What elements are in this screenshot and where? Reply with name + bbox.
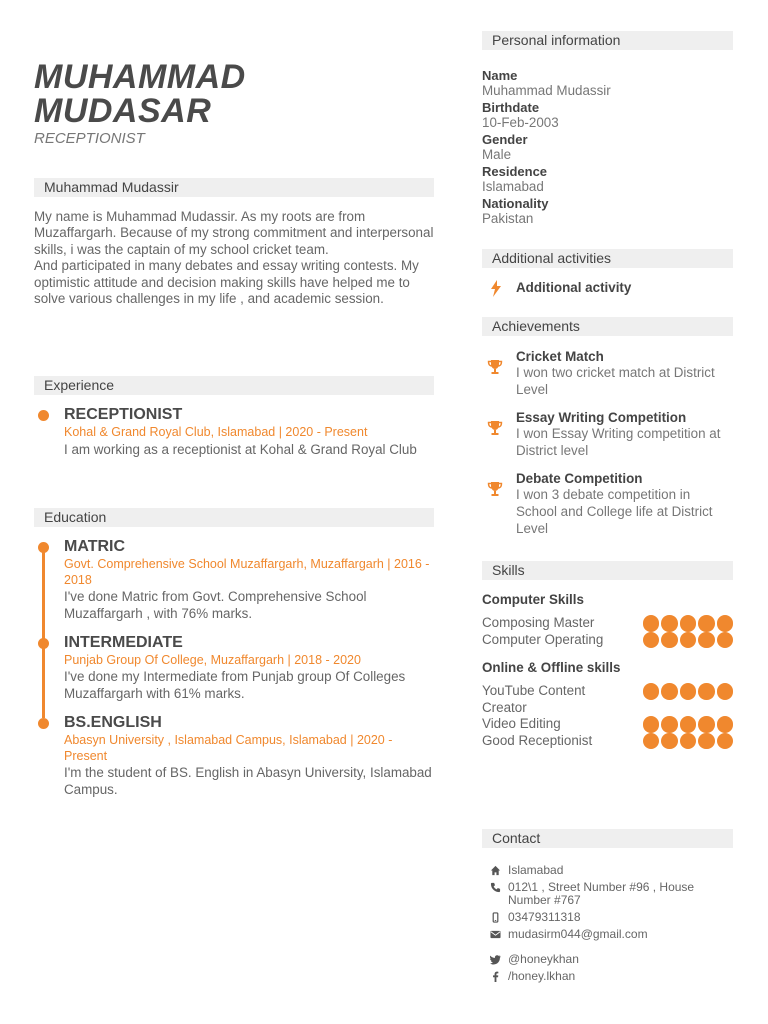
education-entry bbox=[34, 634, 434, 702]
skills-list bbox=[482, 592, 733, 749]
contact-heading: Contact bbox=[482, 829, 733, 848]
education-entry bbox=[34, 714, 434, 798]
rating-dot bbox=[717, 632, 734, 649]
bolt-icon bbox=[490, 280, 502, 297]
skill-rating bbox=[643, 615, 734, 632]
contact-address-street bbox=[482, 881, 733, 907]
rating-dot bbox=[643, 615, 660, 632]
skill-row bbox=[482, 615, 733, 632]
rating-dot bbox=[698, 683, 715, 700]
contact-mobile bbox=[482, 911, 733, 924]
activity-label: Additional activity bbox=[516, 280, 632, 295]
education-title: INTERMEDIATE bbox=[64, 634, 183, 652]
rating-dot bbox=[680, 615, 697, 632]
rating-dot bbox=[680, 683, 697, 700]
skills-heading: Skills bbox=[482, 561, 733, 580]
activities-section bbox=[482, 249, 733, 295]
experience-org: Kohal & Grand Royal Club, Islamabad | 2020 - Present bbox=[64, 425, 368, 439]
education-desc: I'm the student of BS. English in Abasyn University, Islamabad Campus. bbox=[64, 765, 432, 797]
profile-heading: Muhammad Mudassir bbox=[34, 178, 434, 197]
mobile-icon bbox=[490, 912, 501, 923]
personal-section bbox=[482, 31, 733, 226]
field-value: Muhammad Mudassir bbox=[482, 83, 611, 98]
contact-text: Islamabad bbox=[508, 863, 564, 877]
rating-dot bbox=[680, 632, 697, 649]
field-value: 10-Feb-2003 bbox=[482, 115, 559, 130]
personal-field bbox=[482, 132, 733, 162]
skill-name: Video Editing bbox=[482, 716, 561, 731]
rating-dot bbox=[661, 615, 678, 632]
education-school: Govt. Comprehensive School Muzaffargarh, Muzaffargarh | 2016 - 2018 bbox=[64, 557, 430, 587]
achievement-desc: I won two cricket match at District Level bbox=[516, 365, 715, 397]
education-title: MATRIC bbox=[64, 538, 126, 555]
phone-icon bbox=[490, 882, 501, 893]
skill-rating bbox=[643, 632, 734, 649]
field-label: Name bbox=[482, 68, 518, 83]
rating-dot bbox=[717, 615, 734, 632]
last-name: MUDASAR bbox=[34, 92, 212, 130]
achievement-title: Cricket Match bbox=[516, 349, 604, 364]
contact-twitter bbox=[482, 953, 733, 966]
field-label: Gender bbox=[482, 132, 528, 147]
profile-summary: My name is Muhammad Mudassir. As my roots are from Muzaffargarh. Because of my strong commitment and interpersonal skills, i was the captain of my school cricket team. And participated in many debates and essay writing contests. My optimistic attitude and decision making skills have helped me to solve various challenges in my life , and academic session. bbox=[34, 209, 434, 307]
rating-dot bbox=[717, 733, 734, 750]
timeline-dot bbox=[38, 542, 49, 553]
trophy-icon bbox=[487, 481, 503, 497]
name-block bbox=[34, 60, 246, 147]
rating-dot bbox=[661, 683, 678, 700]
education-desc: I've done my Intermediate from Punjab group Of Colleges Muzaffargarh with 61% marks. bbox=[64, 669, 406, 701]
skill-name: Composing Master bbox=[482, 615, 595, 630]
personal-field bbox=[482, 68, 733, 98]
achievement-item bbox=[482, 471, 733, 537]
personal-field bbox=[482, 164, 733, 194]
skill-group-title: Computer Skills bbox=[482, 592, 584, 607]
contact-text[interactable]: @honeykhan bbox=[508, 952, 579, 966]
skill-row bbox=[482, 733, 733, 750]
achievements-heading: Achievements bbox=[482, 317, 733, 336]
contact-list bbox=[482, 864, 733, 983]
field-value: Male bbox=[482, 147, 512, 162]
achievements-list bbox=[482, 349, 733, 537]
timeline-dot bbox=[38, 638, 49, 649]
rating-dot bbox=[680, 716, 697, 733]
skill-rating bbox=[643, 683, 734, 700]
profile-section bbox=[34, 178, 434, 307]
rating-dot bbox=[698, 615, 715, 632]
rating-dot bbox=[661, 632, 678, 649]
contact-text[interactable]: mudasirm044@gmail.com bbox=[508, 927, 648, 941]
skill-name: Good Receptionist bbox=[482, 732, 593, 748]
education-school: Punjab Group Of College, Muzaffargarh | 2018 - 2020 bbox=[64, 653, 361, 668]
education-entry bbox=[34, 538, 434, 622]
experience-section bbox=[34, 376, 434, 459]
field-value: Pakistan bbox=[482, 211, 534, 226]
timeline-dot bbox=[38, 718, 49, 729]
education-heading: Education bbox=[34, 508, 434, 527]
achievement-item bbox=[482, 410, 733, 459]
field-label: Residence bbox=[482, 164, 548, 179]
skills-section bbox=[482, 561, 733, 749]
experience-heading: Experience bbox=[34, 376, 434, 395]
contact-text[interactable]: 03479311318 bbox=[508, 910, 581, 924]
rating-dot bbox=[698, 716, 715, 733]
rating-dot bbox=[698, 733, 715, 750]
education-desc: I've done Matric from Govt. Comprehensive School Muzaffargarh , with 76% marks. bbox=[64, 589, 367, 621]
achievements-section bbox=[482, 317, 733, 549]
contact-facebook bbox=[482, 970, 733, 983]
activities-heading: Additional activities bbox=[482, 249, 733, 268]
job-role: RECEPTIONIST bbox=[34, 130, 145, 147]
skill-row bbox=[482, 716, 733, 733]
education-title: BS.ENGLISH bbox=[64, 714, 162, 732]
trophy-icon bbox=[487, 420, 503, 436]
field-value: Islamabad bbox=[482, 179, 544, 194]
rating-dot bbox=[661, 733, 678, 750]
rating-dot bbox=[643, 716, 660, 733]
first-name: MUHAMMAD bbox=[34, 58, 246, 96]
achievement-desc: I won Essay Writing competition at District level bbox=[516, 426, 721, 458]
education-section bbox=[34, 508, 434, 799]
skill-row bbox=[482, 632, 733, 649]
rating-dot bbox=[643, 683, 660, 700]
achievement-item bbox=[482, 349, 733, 398]
contact-text: 012\1 , Street Number #96 , House Number #767 bbox=[508, 880, 695, 907]
contact-section bbox=[482, 829, 733, 987]
rating-dot bbox=[661, 716, 678, 733]
personal-heading: Personal information bbox=[482, 31, 733, 50]
skill-rating bbox=[643, 733, 734, 750]
rating-dot bbox=[717, 683, 734, 700]
skill-group-title: Online & Offline skills bbox=[482, 660, 621, 675]
field-label: Birthdate bbox=[482, 100, 540, 115]
rating-dot bbox=[698, 632, 715, 649]
experience-desc: I am working as a receptionist at Kohal & Grand Royal Club bbox=[64, 442, 417, 457]
field-label: Nationality bbox=[482, 196, 549, 211]
achievement-title: Essay Writing Competition bbox=[516, 410, 687, 426]
contact-email bbox=[482, 928, 733, 941]
rating-dot bbox=[717, 716, 734, 733]
experience-entry bbox=[34, 406, 434, 459]
skill-row bbox=[482, 683, 733, 716]
twitter-icon bbox=[490, 954, 501, 965]
rating-dot bbox=[643, 733, 660, 750]
experience-title: RECEPTIONIST bbox=[64, 406, 183, 423]
personal-fields bbox=[482, 68, 733, 226]
rating-dot bbox=[643, 632, 660, 649]
education-timeline bbox=[34, 538, 434, 799]
home-icon bbox=[490, 865, 501, 876]
skill-name: Computer Operating bbox=[482, 631, 604, 647]
facebook-icon bbox=[490, 971, 501, 982]
personal-field bbox=[482, 196, 733, 226]
skill-name: YouTube Content Creator bbox=[482, 683, 586, 715]
education-school: Abasyn University , Islamabad Campus, Islamabad | 2020 - Present bbox=[64, 733, 393, 764]
trophy-icon bbox=[487, 359, 503, 375]
email-icon bbox=[490, 929, 501, 940]
skill-rating bbox=[643, 716, 734, 733]
personal-field bbox=[482, 100, 733, 130]
rating-dot bbox=[680, 733, 697, 750]
contact-address-city bbox=[482, 864, 733, 877]
achievement-title: Debate Competition bbox=[516, 471, 643, 487]
contact-text[interactable]: /honey.lkhan bbox=[508, 969, 576, 983]
activity-item bbox=[482, 280, 733, 295]
achievement-desc: I won 3 debate competition in School and College life at District Level bbox=[516, 487, 713, 536]
timeline-dot bbox=[38, 410, 49, 421]
